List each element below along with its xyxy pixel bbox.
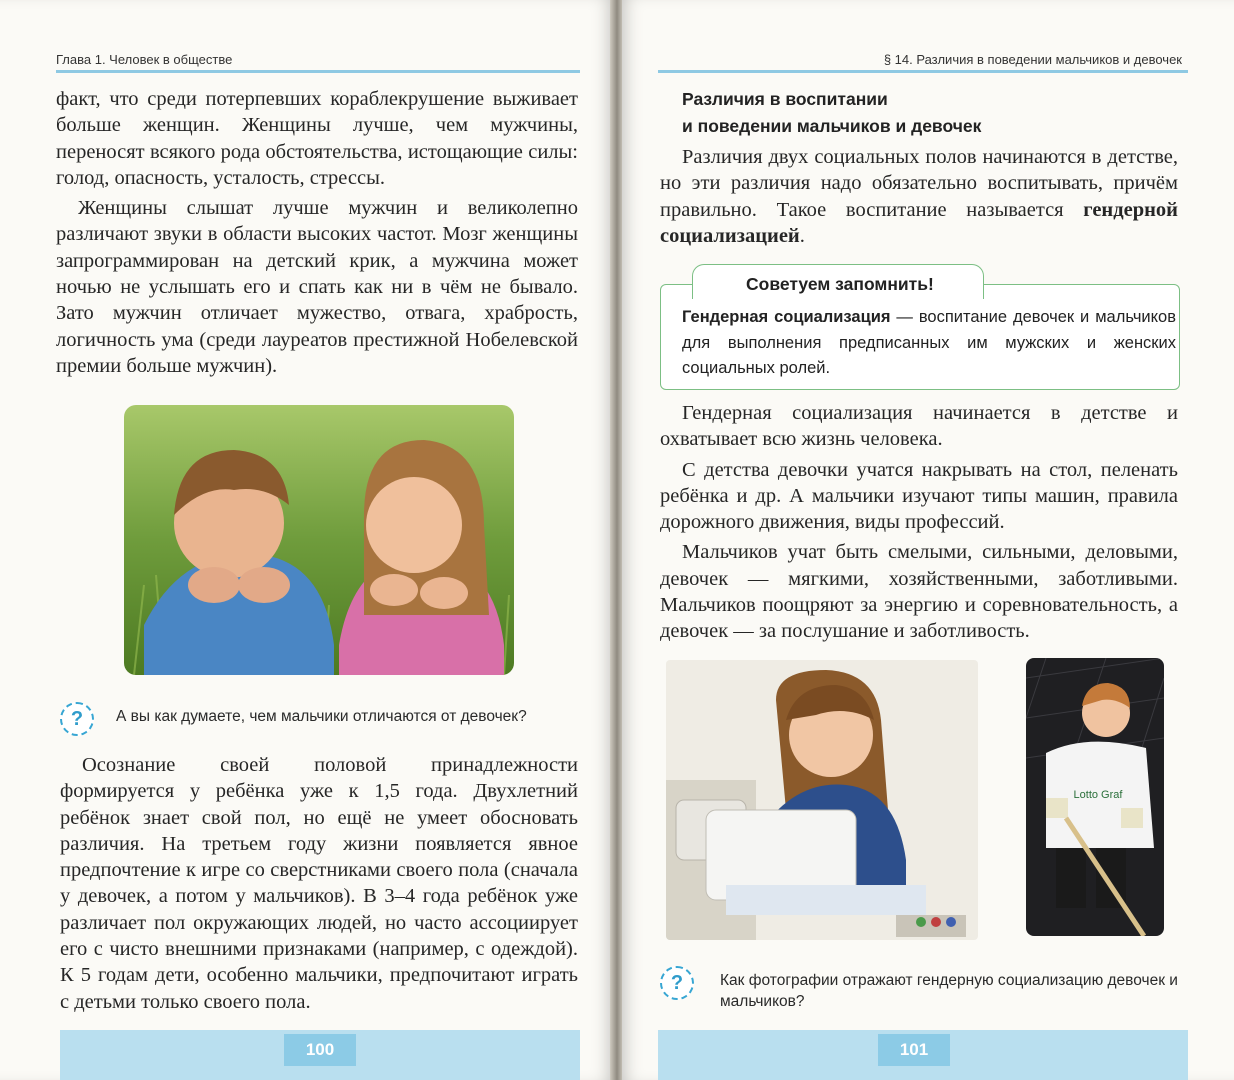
intro-term: гендерной социализацией xyxy=(660,198,1178,247)
running-head-left: Глава 1. Человек в обществе xyxy=(56,52,233,67)
header-rule xyxy=(56,70,580,73)
question-row-right xyxy=(660,966,1180,1012)
header-rule xyxy=(658,70,1188,73)
remember-title: Советуем запомнить! xyxy=(746,274,934,294)
paragraph: С детства девочки учатся накрывать на стол, пеленать ребёнка и др. А мальчики изучают типы машин, правила дорожного движения, виды профессий. xyxy=(660,458,1178,534)
boy-hockey-photo xyxy=(1026,658,1164,936)
question-text: Как фотографии отражают гендерную социализацию девочек и мальчиков? xyxy=(720,972,1178,1010)
remember-term: Гендерная социализация xyxy=(682,308,891,326)
paragraph: Осознание своей половой принадлежности формируется у ребёнка уже к 1,5 года. Двухлетний ребёнок знает свой пол, но ещё не умеет обосновать различия. На третьем году жизни появляется явное предпочтение к игре со сверстниками своего пола (сначала у девочек, а потом у мальчиков). В 3–4 года ребёнок уже различает пол окружающих людей, но часто ассоциирует его с чисто внешними признаками (например, с одеждой). К 5 годам дети, особенно мальчики, предпочитают играть с детьми только своего пола. xyxy=(60,754,578,1013)
section-title xyxy=(682,86,981,140)
remember-def: — воспитание девочек и мальчиков для выполнения предписанных им мужских и женских социальных ролей. xyxy=(682,308,1176,377)
question-text: А вы как думаете, чем мальчики отличаются от девочек? xyxy=(116,708,527,725)
section-title-line: Различия в воспитании xyxy=(682,89,888,109)
intro-end: . xyxy=(799,224,805,247)
intro-text: Различия двух социальных полов начинаются в детстве, но эти различия надо обязательно воспитывать, причём правильно. Такое воспитание называется xyxy=(660,146,1178,221)
girl-sewing-photo xyxy=(666,660,978,940)
page-number-right: 101 xyxy=(878,1034,950,1066)
running-head-right: § 14. Различия в поведении мальчиков и девочек xyxy=(883,52,1182,67)
text-block-top xyxy=(56,86,578,379)
text-block-right xyxy=(660,400,1178,645)
left-page xyxy=(0,0,612,1080)
paragraph: Гендерная социализация начинается в детстве и охватывает всю жизнь человека. xyxy=(660,402,1178,451)
remember-definition xyxy=(682,305,1176,382)
paragraph: Мальчиков учат быть смелыми, сильными, деловыми, девочек — мягкими, хозяйственными, заботливыми. Мальчиков поощряют за энергию и соревновательность, а девочек — за послушание и заботливость. xyxy=(660,541,1178,643)
paragraph: Женщины слышат лучше мужчин и великолепно различают звуки в области высоких частот. Мозг женщины запрограммирован на детский крик, а мужчина может ночью не услышать его и спать как ни в чём не бывало. Зато мужчин отличает мужество, отвага, храбрость, логичность ума (среди лауреатов престижной Нобелевской премии больше мужчин). xyxy=(56,197,578,377)
question-row-left xyxy=(60,702,580,736)
question-icon: ? xyxy=(660,966,694,1000)
text-block-bottom xyxy=(60,752,578,1015)
children-in-grass-photo xyxy=(124,405,514,675)
jersey-text: Lotto Graf xyxy=(1073,789,1123,801)
intro-paragraph xyxy=(660,144,1178,249)
paragraph: факт, что среди потерпевших кораблекрушение выживает больше женщин. Женщины лучше, чем мужчины, переносят всякого рода обстоятельства, истощающие силы: голод, опасность, усталость, стрессы. xyxy=(56,88,578,189)
section-title-line: и поведении мальчиков и девочек xyxy=(682,116,982,136)
right-page xyxy=(622,0,1234,1080)
question-icon: ? xyxy=(60,702,94,736)
page-number-left: 100 xyxy=(284,1034,356,1066)
intro-text-block xyxy=(660,144,1178,249)
